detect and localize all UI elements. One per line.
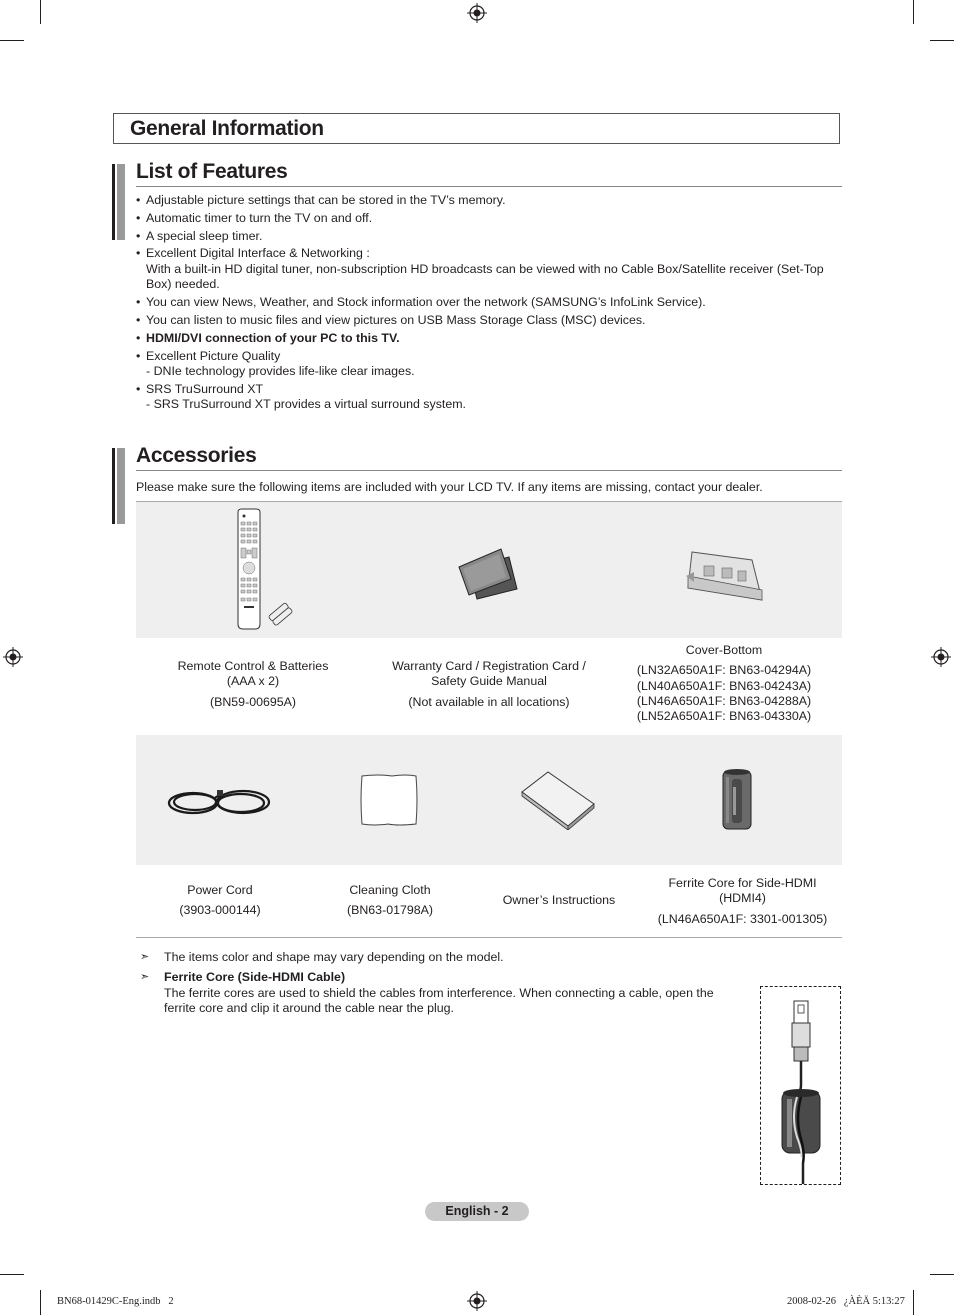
print-slug-file: BN68-01429C-Eng.indb 2 — [57, 1296, 174, 1307]
cover-bottom-icon — [682, 546, 764, 604]
feature-item: • You can view News, Weather, and Stock information over the network (SAMSUNG’s InfoLink Service). — [136, 295, 826, 311]
accessory-caption: Ferrite Core for Side-HDMI (HDMI4) (LN46A650A1F: 3301-001305) — [657, 876, 828, 926]
registration-mark-icon — [467, 1291, 487, 1311]
page-title: General Information — [130, 117, 324, 140]
print-slug-date: 2008-02-26 ¿ÀÈÄ 5:13:27 — [787, 1296, 905, 1307]
feature-item: • Automatic timer to turn the TV on and off. — [136, 211, 826, 227]
accessory-caption: Owner’s Instructions — [502, 893, 616, 907]
cleaning-cloth-icon — [358, 772, 420, 828]
features-list — [136, 193, 826, 415]
section-divider — [136, 470, 842, 471]
warranty-card-icon — [455, 547, 521, 601]
page-number: English - 2 — [425, 1202, 529, 1221]
ferrite-illustration — [760, 986, 841, 1185]
crop-mark — [40, 0, 41, 24]
accessories-intro: Please make sure the following items are included with your LCD TV. If any items are missing, contact your dealer. — [136, 480, 763, 494]
ferrite-core-icon — [720, 767, 754, 833]
feature-item: • A special sleep timer. — [136, 229, 826, 245]
crop-mark — [0, 40, 24, 41]
feature-item: • Excellent Picture Quality - DNIe technology provides life-like clear images. — [136, 349, 826, 380]
note-arrow-icon: ➣ — [140, 971, 150, 984]
accessory-caption: Remote Control & Batteries (AAA x 2) (BN59-00695A) — [177, 659, 329, 709]
remote-control-icon — [230, 508, 294, 632]
section-marker — [112, 164, 125, 240]
registration-mark-icon — [467, 3, 487, 23]
registration-mark-icon — [3, 647, 23, 667]
section-divider — [136, 186, 842, 187]
feature-item: • HDMI/DVI connection of your PC to this TV. — [136, 331, 826, 347]
accessory-caption: Power Cord (3903-000144) — [179, 883, 261, 918]
crop-mark — [913, 1290, 914, 1315]
accessory-caption: Cover-Bottom (LN32A650A1F: BN63-04294A) (LN40A650A1F: BN63-04243A) (LN46A650A1F: BN63-04288A) (LN52A650A1F: BN63-04330A) — [636, 643, 812, 724]
note-item: ➣ The items color and shape may vary depending on the model. — [140, 950, 504, 964]
crop-mark — [930, 1274, 954, 1275]
feature-item: • SRS TruSurround XT - SRS TruSurround XT provides a virtual surround system. — [136, 382, 826, 413]
feature-item: • Excellent Digital Interface & Networking : With a built-in HD digital tuner, non-subscription HD broadcasts can be viewed with no Cable Box/Satellite receiver (Set-Top Box) needed. — [136, 246, 826, 293]
accessory-caption: Cleaning Cloth (BN63-01798A) — [346, 883, 434, 918]
hdmi-cable-ferrite-icon — [761, 987, 840, 1184]
note-arrow-icon: ➣ — [140, 951, 150, 963]
section-marker — [112, 448, 125, 524]
features-title: List of Features — [136, 160, 288, 183]
section-divider — [136, 937, 842, 938]
accessory-caption: Warranty Card / Registration Card / Safety Guide Manual (Not available in all locations) — [392, 659, 586, 709]
notes — [140, 950, 740, 1021]
feature-item: • Adjustable picture settings that can be stored in the TV’s memory. — [136, 193, 826, 209]
general-information-header — [113, 113, 840, 144]
note-item: ➣ Ferrite Core (Side-HDMI Cable) The ferrite cores are used to shield the cables from interference. When connecting a cable, open the ferrite core and clip it around the cable near the plug. — [140, 970, 714, 1015]
power-cord-icon — [165, 780, 275, 826]
crop-mark — [0, 1274, 24, 1275]
crop-mark — [930, 40, 954, 41]
manual-icon — [518, 768, 598, 830]
registration-mark-icon — [931, 647, 951, 667]
crop-mark — [913, 0, 914, 24]
crop-mark — [40, 1290, 41, 1315]
accessories-title: Accessories — [136, 444, 257, 467]
feature-item: • You can listen to music files and view pictures on USB Mass Storage Class (MSC) devices. — [136, 313, 826, 329]
